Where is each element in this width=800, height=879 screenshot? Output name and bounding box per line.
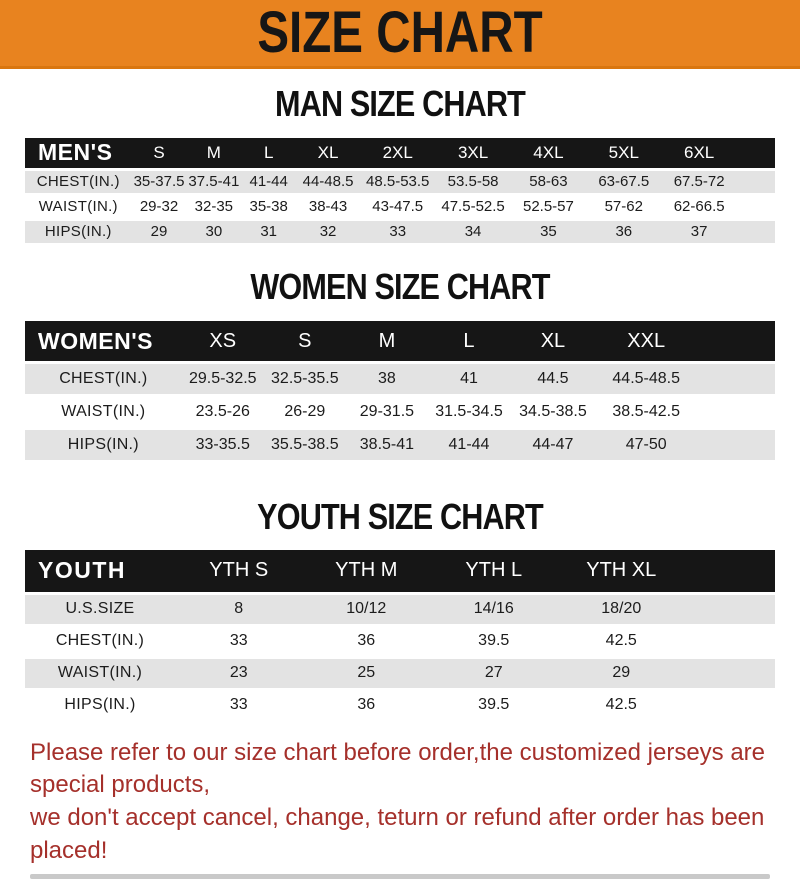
size-value-cell: 63-67.5 (586, 171, 661, 193)
size-value-cell: 36 (303, 627, 431, 656)
banner (0, 0, 800, 69)
size-value-cell: 58-63 (511, 171, 586, 193)
spacer-cell (737, 196, 775, 218)
size-column-header: XL (296, 138, 360, 168)
footer-note (30, 737, 780, 868)
size-column-header: 4XL (511, 138, 586, 168)
size-value-cell: 30 (186, 221, 241, 243)
size-value-cell: 39.5 (430, 627, 558, 656)
row-label: HIPS(IN.) (25, 691, 175, 720)
table-row (25, 364, 775, 394)
table-row (25, 430, 775, 460)
size-value-cell: 32.5-35.5 (264, 364, 346, 394)
row-label: WAIST(IN.) (25, 397, 182, 427)
table-header-row (25, 138, 775, 168)
size-value-cell: 25 (303, 659, 431, 688)
footer-line-1: Please refer to our size chart before order,the customized jerseys are special products, (30, 738, 766, 799)
youth-size-chart-heading: YOUTH SIZE CHART (257, 496, 543, 538)
size-value-cell: 14/16 (430, 595, 558, 624)
row-label: CHEST(IN.) (25, 364, 182, 394)
spacer-cell (697, 397, 775, 427)
size-column-header: YTH M (303, 550, 431, 592)
row-label: CHEST(IN.) (25, 171, 132, 193)
women-size-table (25, 318, 775, 463)
table-header-row (25, 321, 775, 361)
size-value-cell: 38-43 (296, 196, 360, 218)
row-label: HIPS(IN.) (25, 430, 182, 460)
row-label: CHEST(IN.) (25, 627, 175, 656)
size-value-cell: 62-66.5 (661, 196, 736, 218)
size-value-cell: 18/20 (558, 595, 686, 624)
size-column-header: XXL (596, 321, 697, 361)
size-value-cell: 33-35.5 (182, 430, 264, 460)
man-size-chart-heading: MAN SIZE CHART (275, 83, 525, 124)
size-value-cell: 29 (558, 659, 686, 688)
spacer-cell (685, 595, 775, 624)
size-value-cell: 29 (132, 221, 187, 243)
size-value-cell: 38.5-41 (346, 430, 428, 460)
spacer-cell (697, 364, 775, 394)
size-value-cell: 47-50 (596, 430, 697, 460)
size-column-header: 6XL (661, 138, 736, 168)
size-value-cell: 38 (346, 364, 428, 394)
spacer-cell (737, 138, 775, 168)
size-value-cell: 27 (430, 659, 558, 688)
spacer-cell (697, 430, 775, 460)
size-column-header: YTH S (175, 550, 303, 592)
row-label: WAIST(IN.) (25, 659, 175, 688)
size-value-cell: 33 (360, 221, 435, 243)
footer-line-2: we don't accept cancel, change, teturn or refund after order has been placed! (30, 804, 765, 864)
spacer-cell (685, 691, 775, 720)
size-value-cell: 32 (296, 221, 360, 243)
table-row (25, 627, 775, 656)
size-value-cell: 42.5 (558, 627, 686, 656)
size-value-cell: 34 (435, 221, 510, 243)
size-column-header: M (346, 321, 428, 361)
group-label: WOMEN'S (25, 321, 182, 361)
size-column-header: S (132, 138, 187, 168)
size-value-cell: 33 (175, 627, 303, 656)
row-label: HIPS(IN.) (25, 221, 132, 243)
size-value-cell: 10/12 (303, 595, 431, 624)
youth-size-section (0, 497, 800, 723)
size-value-cell: 67.5-72 (661, 171, 736, 193)
table-row (25, 397, 775, 427)
size-value-cell: 53.5-58 (435, 171, 510, 193)
spacer-cell (685, 659, 775, 688)
spacer-cell (737, 171, 775, 193)
spacer-cell (697, 321, 775, 361)
size-value-cell: 29.5-32.5 (182, 364, 264, 394)
size-value-cell: 47.5-52.5 (435, 196, 510, 218)
size-value-cell: 42.5 (558, 691, 686, 720)
size-value-cell: 37 (661, 221, 736, 243)
size-value-cell: 23 (175, 659, 303, 688)
size-value-cell: 37.5-41 (186, 171, 241, 193)
size-value-cell: 41 (428, 364, 510, 394)
spacer-cell (685, 550, 775, 592)
row-label: U.S.SIZE (25, 595, 175, 624)
size-value-cell: 29-32 (132, 196, 187, 218)
size-value-cell: 52.5-57 (511, 196, 586, 218)
size-value-cell: 31 (241, 221, 296, 243)
row-label: WAIST(IN.) (25, 196, 132, 218)
women-size-section (0, 267, 800, 464)
size-value-cell: 36 (303, 691, 431, 720)
table-row (25, 171, 775, 193)
youth-size-table (25, 547, 775, 723)
size-column-header: XL (510, 321, 596, 361)
size-value-cell: 44.5 (510, 364, 596, 394)
men-size-table (25, 135, 775, 246)
size-column-header: 2XL (360, 138, 435, 168)
spacer-cell (685, 627, 775, 656)
bottom-divider (30, 874, 770, 879)
size-column-header: 5XL (586, 138, 661, 168)
table-row (25, 691, 775, 720)
size-value-cell: 41-44 (241, 171, 296, 193)
size-value-cell: 48.5-53.5 (360, 171, 435, 193)
size-value-cell: 57-62 (586, 196, 661, 218)
size-value-cell: 32-35 (186, 196, 241, 218)
size-column-header: XS (182, 321, 264, 361)
size-value-cell: 31.5-34.5 (428, 397, 510, 427)
size-column-header: S (264, 321, 346, 361)
size-value-cell: 44.5-48.5 (596, 364, 697, 394)
size-value-cell: 35-37.5 (132, 171, 187, 193)
spacer-cell (737, 221, 775, 243)
table-row (25, 196, 775, 218)
banner-title: SIZE CHART (257, 0, 543, 65)
size-column-header: 3XL (435, 138, 510, 168)
table-row (25, 659, 775, 688)
size-value-cell: 39.5 (430, 691, 558, 720)
size-value-cell: 44-48.5 (296, 171, 360, 193)
size-value-cell: 29-31.5 (346, 397, 428, 427)
size-column-header: YTH L (430, 550, 558, 592)
size-value-cell: 38.5-42.5 (596, 397, 697, 427)
men-size-section (0, 84, 800, 246)
group-label: YOUTH (25, 550, 175, 592)
size-column-header: L (241, 138, 296, 168)
size-value-cell: 34.5-38.5 (510, 397, 596, 427)
size-value-cell: 44-47 (510, 430, 596, 460)
size-value-cell: 36 (586, 221, 661, 243)
table-header-row (25, 550, 775, 592)
size-value-cell: 41-44 (428, 430, 510, 460)
women-size-chart-heading: WOMEN SIZE CHART (250, 265, 550, 307)
size-value-cell: 8 (175, 595, 303, 624)
size-column-header: YTH XL (558, 550, 686, 592)
size-value-cell: 26-29 (264, 397, 346, 427)
table-row (25, 595, 775, 624)
table-row (25, 221, 775, 243)
size-value-cell: 35-38 (241, 196, 296, 218)
group-label: MEN'S (25, 138, 132, 168)
size-value-cell: 33 (175, 691, 303, 720)
size-value-cell: 23.5-26 (182, 397, 264, 427)
size-column-header: L (428, 321, 510, 361)
size-value-cell: 43-47.5 (360, 196, 435, 218)
size-column-header: M (186, 138, 241, 168)
size-value-cell: 35 (511, 221, 586, 243)
size-value-cell: 35.5-38.5 (264, 430, 346, 460)
